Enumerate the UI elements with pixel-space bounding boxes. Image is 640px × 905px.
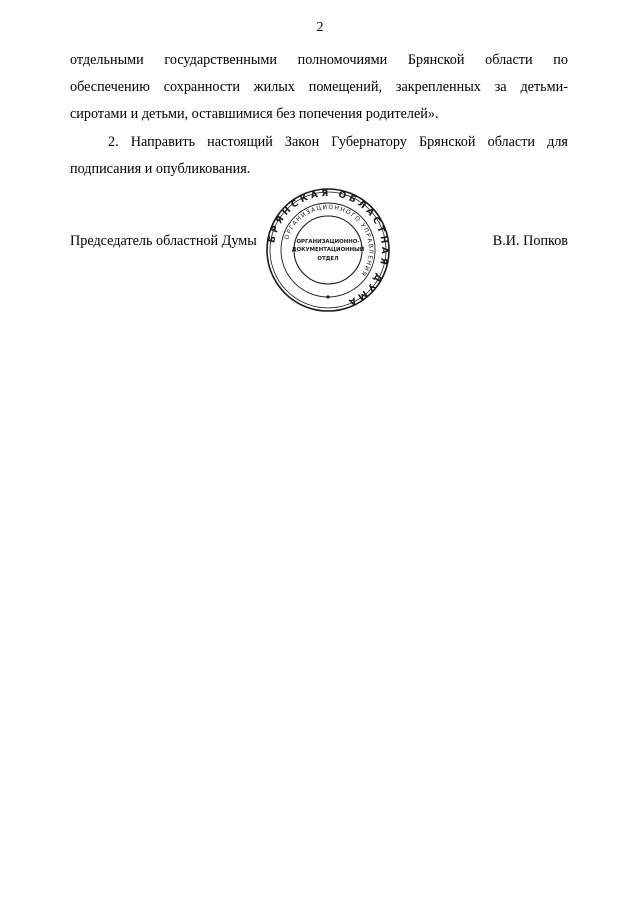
word: обеспечению	[70, 79, 150, 95]
word: настоящий	[207, 134, 273, 150]
seal-outer-text: БРЯНСКАЯ ОБЛАСТНАЯ ДУМА	[267, 188, 390, 308]
word: по	[553, 52, 568, 68]
signatory-title: Председатель областной Думы	[70, 233, 257, 249]
word: полномочиями	[297, 52, 388, 68]
word: закрепленных	[395, 79, 481, 95]
seal-inner-line-2: ДОКУМЕНТАЦИОННЫЙ	[291, 247, 365, 253]
paragraph-2-line-2: подписания и опубликования.	[70, 161, 251, 177]
word: Губернатору	[331, 134, 407, 150]
signatory-name: В.И. Попков	[492, 233, 568, 249]
seal-middle-text: ОРГАНИЗАЦИОННОГО УПРАВЛЕНИЯ	[283, 203, 375, 278]
paragraph-2	[70, 129, 568, 183]
paragraph-1-line-2	[70, 74, 568, 101]
word: Направить	[130, 134, 196, 150]
paragraph-1-line-1	[70, 47, 568, 74]
word: 2.	[108, 134, 119, 150]
seal-graphic	[265, 187, 391, 313]
page-number: 2	[316, 20, 324, 35]
word: государственными	[164, 52, 277, 68]
word: Брянской	[407, 52, 465, 68]
paragraph-1-line-3: сиротами и детьми, оставшимися без попечения родителей».	[70, 106, 439, 122]
seal-dot	[326, 295, 329, 298]
word: помещений,	[308, 79, 383, 95]
word: за	[494, 79, 507, 95]
word: Брянской	[418, 134, 476, 150]
word: жилых	[253, 79, 295, 95]
word: отдельными	[70, 52, 144, 68]
paragraph-1	[70, 47, 568, 128]
word: области	[485, 52, 533, 68]
seal-inner-line-3: ОТДЕЛ	[317, 256, 339, 262]
word: для	[547, 134, 568, 150]
word: Закон	[284, 134, 320, 150]
seal-inner-line-1: ОРГАНИЗАЦИОННО-	[296, 239, 360, 245]
paragraph-2-line-1	[70, 129, 568, 156]
official-seal-stamp	[265, 187, 391, 313]
word: области	[487, 134, 536, 150]
word: сохранности	[163, 79, 240, 95]
word: детьми-	[520, 79, 568, 95]
